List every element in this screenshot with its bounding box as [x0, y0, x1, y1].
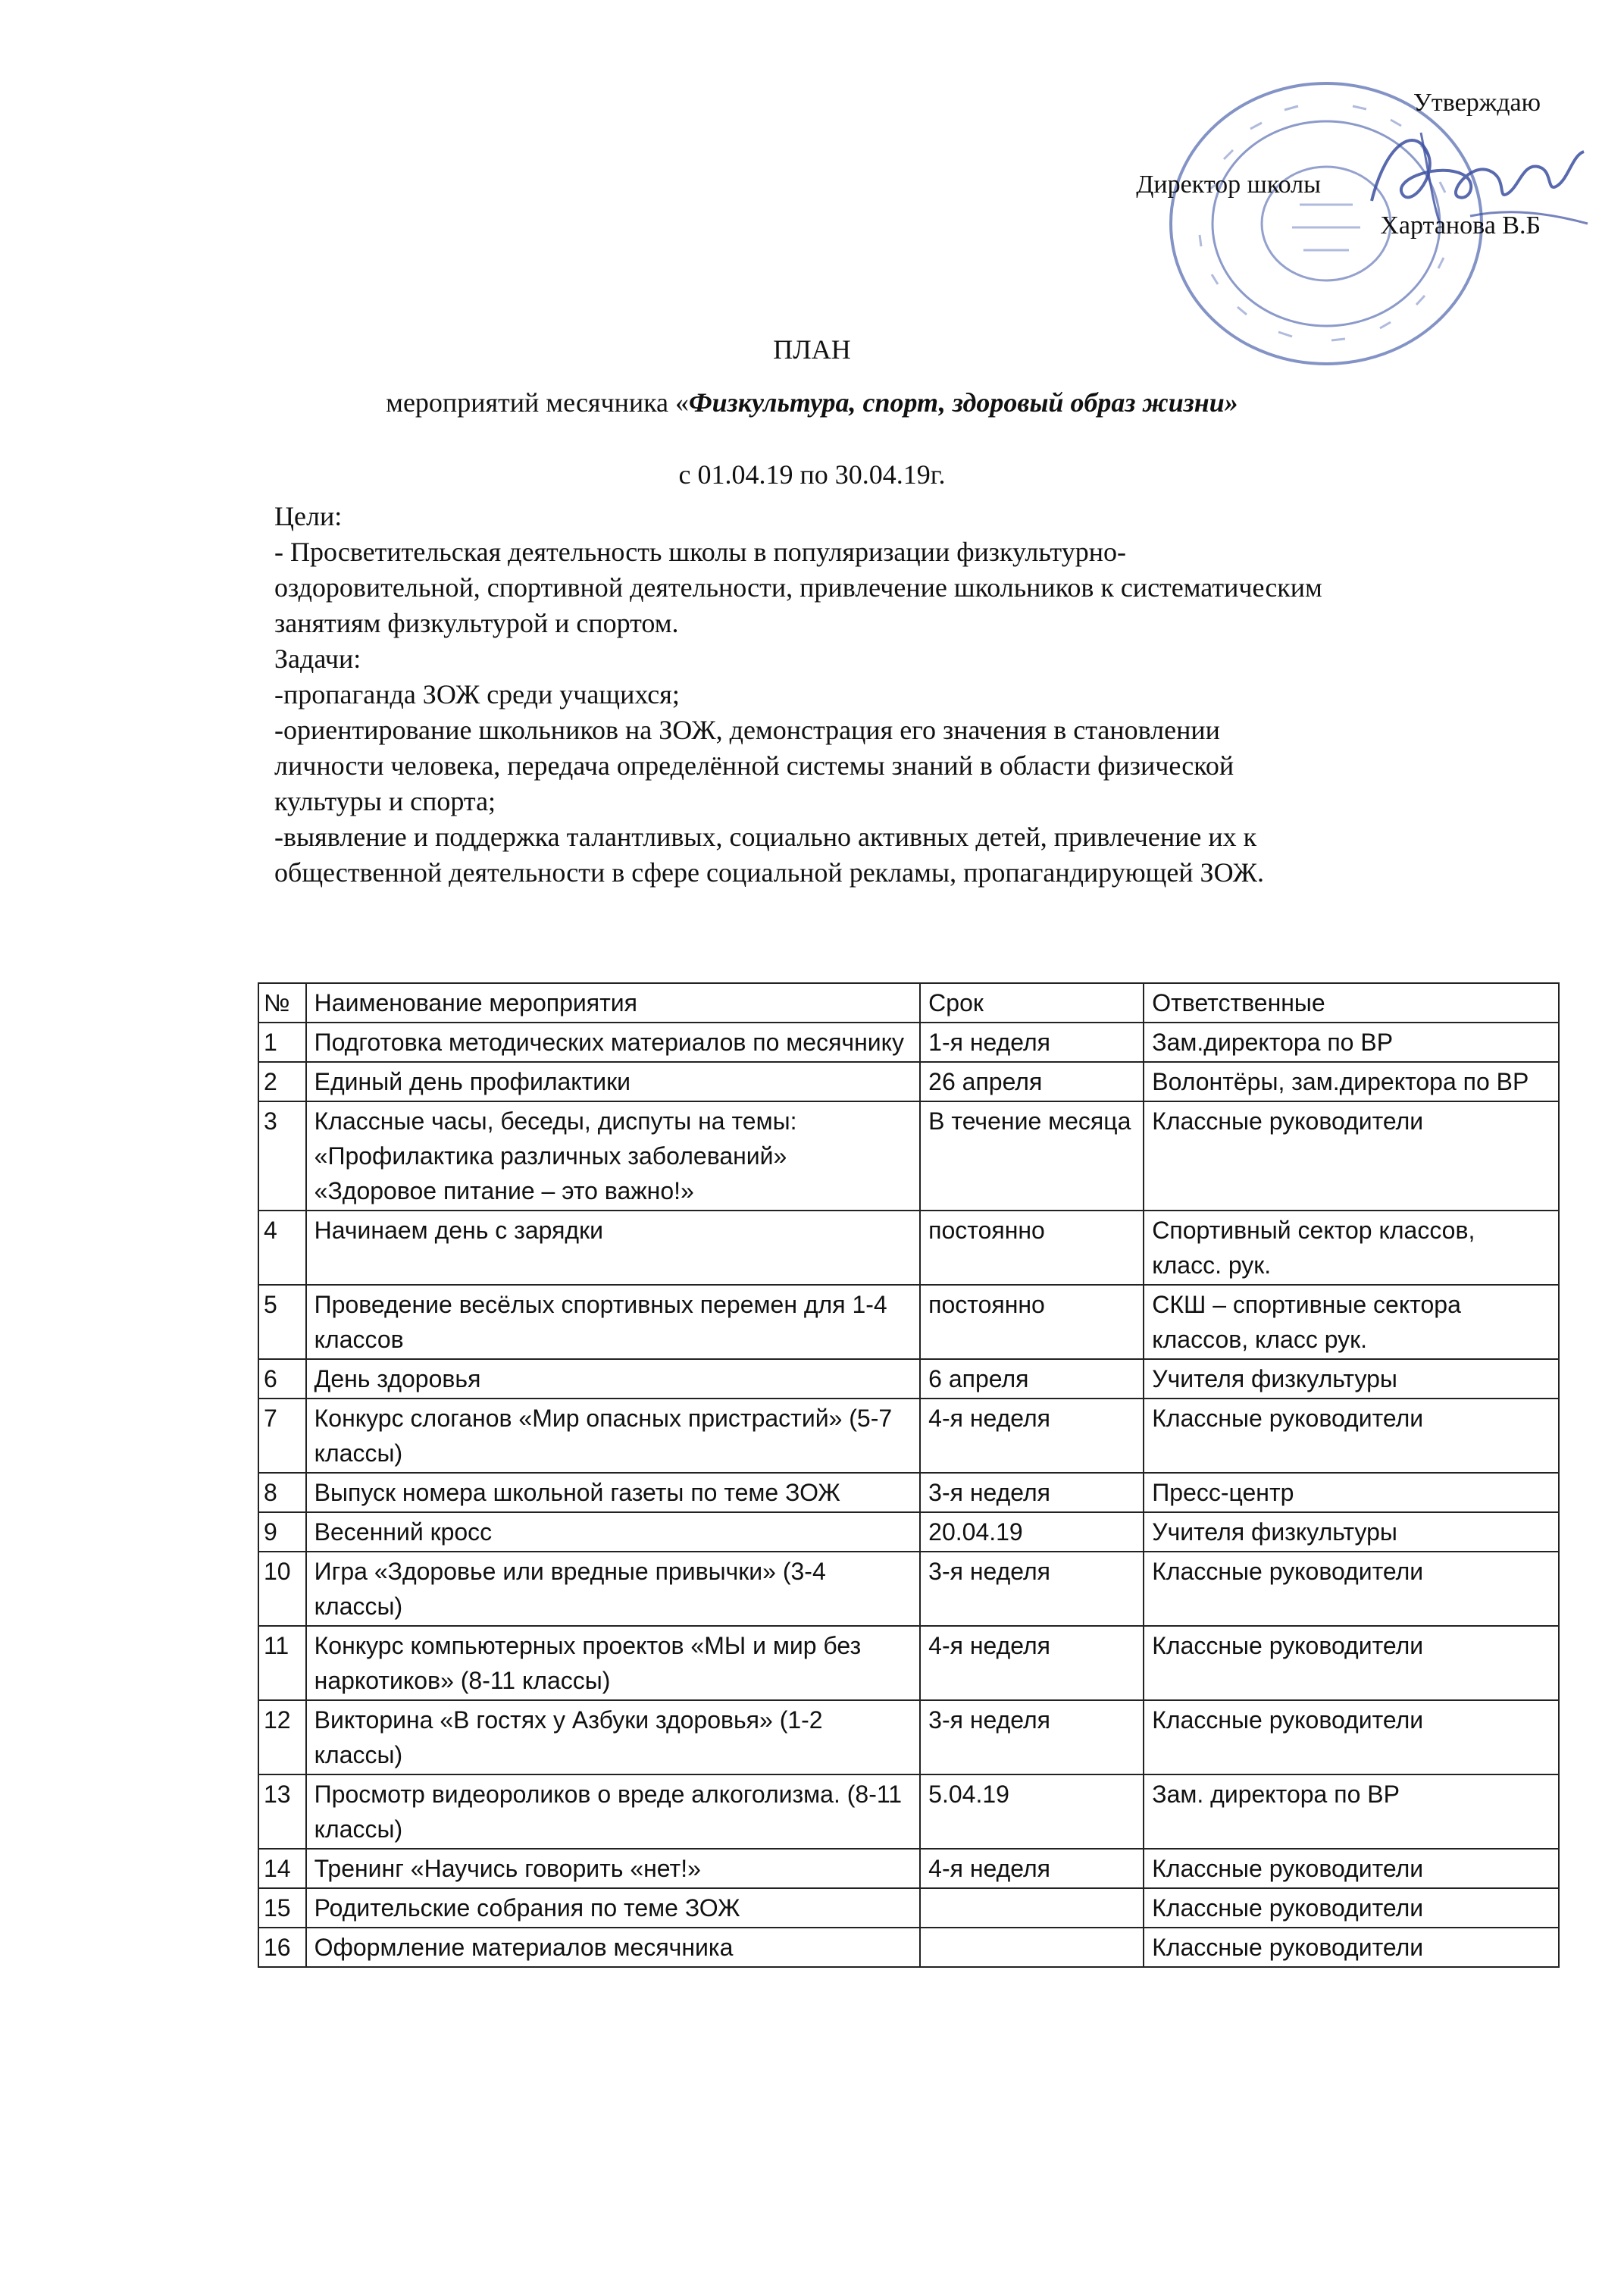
row-number: 6 — [258, 1359, 306, 1399]
event-responsible: Классные руководители — [1144, 1626, 1559, 1700]
event-term: 4-я неделя — [920, 1626, 1144, 1700]
table-row — [258, 1101, 1559, 1211]
event-term: 20.04.19 — [920, 1512, 1144, 1552]
row-number: 3 — [258, 1101, 306, 1211]
row-number: 15 — [258, 1888, 306, 1928]
event-name: Весенний кросс — [306, 1512, 921, 1552]
tasks-line: общественной деятельности в сфере социальной рекламы, пропагандирующей ЗОЖ. — [274, 857, 1264, 888]
event-name: Родительские собрания по теме ЗОЖ — [306, 1888, 921, 1928]
event-name: Конкурс слоганов «Мир опасных пристрастий» (5-7 классы) — [306, 1399, 921, 1473]
document-subtitle — [0, 387, 1624, 418]
event-name: Выпуск номера школьной газеты по теме ЗОЖ — [306, 1473, 921, 1512]
event-term: постоянно — [920, 1285, 1144, 1359]
event-term: 4-я неделя — [920, 1399, 1144, 1473]
event-term: 3-я неделя — [920, 1473, 1144, 1512]
document-title: ПЛАН — [773, 334, 851, 365]
row-number: 8 — [258, 1473, 306, 1512]
event-responsible: Зам. директора по ВР — [1144, 1774, 1559, 1849]
event-term: 4-я неделя — [920, 1849, 1144, 1888]
table-row — [258, 1211, 1559, 1285]
tasks-line: -ориентирование школьников на ЗОЖ, демонстрация его значения в становлении — [274, 715, 1220, 745]
event-name: Оформление материалов месячника — [306, 1928, 921, 1967]
table-row — [258, 1399, 1559, 1473]
approval-title: Утверждаю — [1413, 89, 1541, 117]
document-period: с 01.04.19 по 30.04.19г. — [678, 459, 946, 490]
goals-line: занятиям физкультурой и спортом. — [274, 608, 679, 638]
event-name: Единый день профилактики — [306, 1062, 921, 1101]
event-responsible: Пресс-центр — [1144, 1473, 1559, 1512]
table-row — [258, 1359, 1559, 1399]
header-responsible: Ответственные — [1144, 983, 1559, 1023]
tasks-line: личности человека, передача определённой системы знаний в области физической — [274, 750, 1234, 781]
events-table — [258, 982, 1560, 1968]
approval-name: Хартанова В.Б — [1380, 211, 1541, 240]
row-number: 12 — [258, 1700, 306, 1774]
row-number: 1 — [258, 1023, 306, 1062]
event-responsible: Волонтёры, зам.директора по ВР — [1144, 1062, 1559, 1101]
event-responsible: Спортивный сектор классов, класс. рук. — [1144, 1211, 1559, 1285]
tasks-label: Задачи: — [274, 644, 361, 674]
event-responsible: Классные руководители — [1144, 1888, 1559, 1928]
row-number: 4 — [258, 1211, 306, 1285]
event-name: Классные часы, беседы, диспуты на темы: «Профилактика различных заболеваний» «Здоровое питание – это важно!» — [306, 1101, 921, 1211]
event-responsible: Классные руководители — [1144, 1552, 1559, 1626]
event-name: День здоровья — [306, 1359, 921, 1399]
row-number: 10 — [258, 1552, 306, 1626]
tasks-line: -выявление и поддержка талантливых, социально активных детей, привлечение их к — [274, 822, 1257, 852]
table-row — [258, 1023, 1559, 1062]
header-term: Срок — [920, 983, 1144, 1023]
event-name: Просмотр видеороликов о вреде алкоголизма. (8-11 классы) — [306, 1774, 921, 1849]
goals-label: Цели: — [274, 501, 343, 531]
event-name: Подготовка методических материалов по месячнику — [306, 1023, 921, 1062]
document-body — [274, 499, 1563, 891]
event-name: Игра «Здоровье или вредные привычки» (3-4 классы) — [306, 1552, 921, 1626]
header-number: № — [258, 983, 306, 1023]
event-name: Начинаем день с зарядки — [306, 1211, 921, 1285]
table-row — [258, 1062, 1559, 1101]
table-row — [258, 1700, 1559, 1774]
row-number: 7 — [258, 1399, 306, 1473]
event-responsible: Классные руководители — [1144, 1101, 1559, 1211]
table-row — [258, 1774, 1559, 1849]
event-term: 1-я неделя — [920, 1023, 1144, 1062]
table-row — [258, 1285, 1559, 1359]
event-responsible: СКШ – спортивные сектора классов, класс рук. — [1144, 1285, 1559, 1359]
row-number: 9 — [258, 1512, 306, 1552]
row-number: 13 — [258, 1774, 306, 1849]
event-term — [920, 1928, 1144, 1967]
table-row — [258, 1552, 1559, 1626]
subtitle-bold: Физкультура, спорт, здоровый образ жизни» — [689, 387, 1238, 418]
event-responsible: Классные руководители — [1144, 1928, 1559, 1967]
goals-line: - Просветительская деятельность школы в популяризации физкультурно- — [274, 537, 1126, 567]
event-term: 6 апреля — [920, 1359, 1144, 1399]
event-responsible: Учителя физкультуры — [1144, 1512, 1559, 1552]
event-term: 5.04.19 — [920, 1774, 1144, 1849]
table-row — [258, 1626, 1559, 1700]
table-row — [258, 1928, 1559, 1967]
table-header-row — [258, 983, 1559, 1023]
event-name: Тренинг «Научись говорить «нет!» — [306, 1849, 921, 1888]
goals-line: оздоровительной, спортивной деятельности, привлечение школьников к систематическим — [274, 572, 1322, 603]
event-responsible: Классные руководители — [1144, 1399, 1559, 1473]
header-name: Наименование мероприятия — [306, 983, 921, 1023]
event-responsible: Классные руководители — [1144, 1700, 1559, 1774]
row-number: 5 — [258, 1285, 306, 1359]
row-number: 11 — [258, 1626, 306, 1700]
event-responsible: Классные руководители — [1144, 1849, 1559, 1888]
event-responsible: Учителя физкультуры — [1144, 1359, 1559, 1399]
table-row — [258, 1888, 1559, 1928]
tasks-line: -пропаганда ЗОЖ среди учащихся; — [274, 679, 680, 709]
event-term: 3-я неделя — [920, 1700, 1144, 1774]
tasks-line: культуры и спорта; — [274, 786, 496, 816]
event-term: В течение месяца — [920, 1101, 1144, 1211]
event-term — [920, 1888, 1144, 1928]
event-term: 26 апреля — [920, 1062, 1144, 1101]
table-row — [258, 1512, 1559, 1552]
event-name: Викторина «В гостях у Азбуки здоровья» (1-2 классы) — [306, 1700, 921, 1774]
row-number: 14 — [258, 1849, 306, 1888]
approval-position: Директор школы — [1136, 171, 1321, 199]
table-body — [258, 1023, 1559, 1967]
row-number: 16 — [258, 1928, 306, 1967]
row-number: 2 — [258, 1062, 306, 1101]
table-row — [258, 1849, 1559, 1888]
event-name: Конкурс компьютерных проектов «МЫ и мир без наркотиков» (8-11 классы) — [306, 1626, 921, 1700]
subtitle-prefix: мероприятий месячника « — [386, 387, 690, 418]
table-row — [258, 1473, 1559, 1512]
event-name: Проведение весёлых спортивных перемен для 1-4 классов — [306, 1285, 921, 1359]
event-term: 3-я неделя — [920, 1552, 1144, 1626]
event-term: постоянно — [920, 1211, 1144, 1285]
event-responsible: Зам.директора по ВР — [1144, 1023, 1559, 1062]
